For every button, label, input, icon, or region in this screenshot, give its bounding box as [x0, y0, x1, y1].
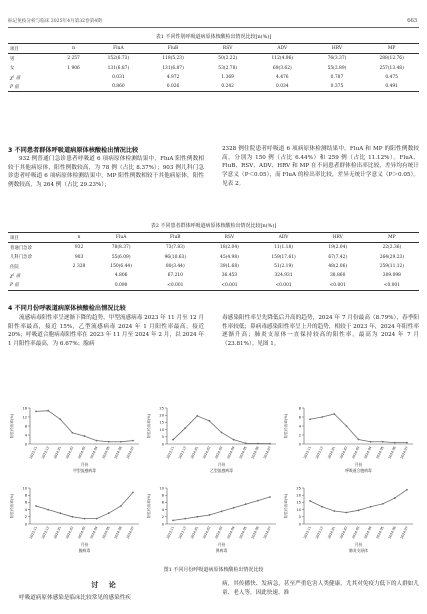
data-point — [233, 507, 235, 509]
table-row — [8, 64, 419, 73]
data-point — [47, 509, 49, 511]
y-tick-label: 2 — [298, 433, 301, 438]
x-axis-label: 月份 — [217, 542, 226, 547]
x-tick-label: 2024.02 — [339, 445, 349, 460]
table-cell: 118(5.23) — [162, 56, 184, 62]
table-cell: 男 — [10, 56, 15, 62]
table-cell — [56, 82, 91, 92]
data-point — [59, 512, 61, 514]
table-cell: 0.491 — [364, 82, 419, 92]
data-point — [406, 442, 408, 444]
data-point — [184, 518, 186, 520]
y-tick-label: 25 — [159, 406, 164, 411]
table-row — [8, 280, 419, 290]
table-cell: 1.369 — [221, 75, 234, 81]
data-point — [257, 443, 259, 445]
table-cell: 152(6.73) — [107, 56, 130, 62]
table2-header: n — [64, 233, 94, 243]
data-point — [333, 510, 335, 512]
data-point — [96, 440, 98, 442]
table-cell: 0.031 — [112, 75, 125, 81]
discussion-title: 讨 论 — [91, 580, 120, 589]
discussion-para-left: 呼吸道病原体感染是临床比较常见的感染性疾 — [19, 595, 131, 601]
table1-header: FluA — [91, 44, 146, 54]
y-tick-label: 4 — [24, 507, 27, 512]
table-cell: 48(2.06) — [328, 264, 348, 270]
table1-header: HRV — [310, 44, 365, 54]
y-tick-label: 20 — [159, 413, 164, 418]
x-tick-label: 2024.07 — [125, 445, 135, 460]
table-cell: 儿科门急诊 — [10, 255, 32, 261]
y-axis-label: 阳性检出率(%) — [10, 493, 14, 519]
y-tick-label: 2 — [24, 515, 27, 520]
x-tick-label: 2024.05 — [238, 445, 248, 460]
x-tick-label: 2023.12 — [40, 525, 51, 540]
series-line — [310, 414, 407, 443]
data-point — [120, 441, 122, 443]
section3-title: 3 不同患者群体呼吸道病原体核酸检出情况比较 — [8, 147, 139, 154]
table-cell: 11(1.18) — [274, 245, 293, 251]
x-tick-label: 2024.04 — [89, 525, 99, 540]
table-row — [8, 243, 419, 253]
table-cell: <0.001 — [257, 280, 311, 290]
y-tick-label: 8 — [24, 493, 27, 498]
table2-header: 项目 — [8, 233, 64, 243]
x-tick-label: 2023.12 — [177, 525, 188, 540]
x-tick-label: 2024.07 — [399, 445, 409, 460]
table-cell: <0.001 — [148, 280, 202, 290]
y-tick-label: 20 — [296, 493, 301, 498]
y-tick-label: 2 — [161, 515, 164, 520]
x-tick-label: 2024.07 — [262, 445, 272, 460]
x-tick-label: 2024.06 — [387, 445, 397, 460]
table-cell: 0.034 — [255, 82, 310, 92]
panel-title: 甲型流感病毒 — [73, 468, 96, 473]
table-cell: 51(2.19) — [274, 264, 293, 270]
section4-para-right: 毒感染阳性率呈先降低后升高的趋势，2024 年 7 月份最高（8.79%），春季阳性率较低；鼻病毒感染阳性率呈上升的趋势，相较于 2023 年，2024 年阳性率逐渐升高；肺炎支原体一直保持较高的阳性率，最高为 2024 年 7 月（23.81%）。见图 1。 — [222, 315, 419, 348]
table-cell: 4.476 — [276, 75, 289, 81]
table2-header: RSV — [202, 233, 256, 243]
panel-title: 乙型流感病毒 — [210, 468, 233, 473]
y-tick-label: 15 — [159, 420, 164, 425]
y-tick-label: 0 — [161, 442, 164, 447]
table-row — [8, 82, 419, 92]
x-tick-label: 2024.03 — [351, 445, 361, 460]
y-tick-label: 10 — [159, 427, 164, 432]
table-cell: 80(3.44) — [165, 264, 185, 270]
x-tick-label: 2024.05 — [375, 445, 385, 460]
table-cell: 19(2.04) — [328, 245, 348, 251]
table1-header: 项目 — [8, 44, 56, 54]
table-cell: 2 328 — [72, 264, 86, 270]
table-cell: 0.787 — [330, 75, 344, 81]
table-cell: 932 — [74, 245, 84, 251]
x-tick-label: 2024.03 — [214, 525, 224, 540]
table-cell: 0.375 — [310, 82, 365, 92]
y-tick-label: 4 — [161, 507, 164, 512]
data-point — [394, 442, 396, 444]
x-tick-label: 2024.07 — [125, 525, 135, 540]
table-cell: 67.210 — [167, 273, 183, 279]
data-point — [196, 516, 198, 518]
x-tick-label: 2023.11 — [28, 445, 38, 460]
table-cell — [64, 280, 94, 290]
x-tick-label: 2024.05 — [101, 445, 111, 460]
table-cell: 150(6.44) — [110, 264, 132, 270]
running-head: 标记免疫分析与临床 2025年4月第32卷第4期 — [8, 19, 102, 24]
table-cell: 0.090 — [94, 280, 148, 290]
x-axis-label: 月份 — [80, 462, 89, 467]
x-tick-label: 2023.11 — [302, 525, 312, 540]
x-tick-label: 2024.01 — [326, 445, 337, 460]
table-cell: 131(6.87) — [107, 65, 130, 71]
table-row — [8, 73, 419, 82]
table-cell: 50(2.22) — [218, 56, 238, 62]
y-axis-label: 阳性检出率(%) — [147, 413, 151, 439]
y-tick-label: 10 — [296, 507, 301, 512]
table-cell: 36.453 — [221, 273, 238, 279]
data-point — [321, 416, 323, 418]
y-tick-label: 0 — [298, 442, 301, 447]
data-point — [321, 506, 323, 508]
table-cell: 女 — [10, 66, 15, 72]
x-axis-label: 月份 — [80, 542, 89, 547]
y-tick-label: 5 — [298, 515, 301, 520]
data-point — [333, 413, 335, 415]
y-tick-label: 12 — [22, 415, 27, 420]
table2-header: FluA — [94, 233, 148, 243]
table-cell: 1 906 — [67, 65, 80, 71]
x-tick-label: 2024.02 — [65, 445, 75, 460]
data-point — [370, 441, 372, 443]
table-cell: 45(4.98) — [220, 254, 239, 260]
table-cell: 53(2.78) — [218, 65, 238, 71]
y-tick-label: 10 — [22, 486, 27, 491]
data-point — [358, 509, 360, 511]
data-point — [233, 439, 235, 441]
data-point — [132, 440, 134, 442]
x-tick-label: 2024.01 — [189, 445, 200, 460]
table-row — [8, 271, 419, 280]
table-cell: 0.475 — [385, 75, 398, 81]
data-point — [71, 516, 73, 518]
data-point — [345, 425, 347, 427]
panel-title: 肺炎支原体 — [349, 548, 368, 553]
x-tick-label: 2024.03 — [351, 525, 361, 540]
data-point — [245, 442, 247, 444]
table-cell: P 值 — [8, 82, 56, 92]
y-axis-label: 阳性检出率(%) — [284, 413, 288, 439]
y-tick-label: 8 — [24, 424, 27, 429]
y-tick-label: 25 — [296, 486, 301, 491]
table-row — [8, 54, 419, 64]
table-cell: 55(6.09) — [111, 254, 131, 260]
table-cell: 4.806 — [114, 273, 128, 279]
y-tick-label: 10 — [159, 486, 164, 491]
x-tick-label: 2024.03 — [77, 525, 87, 540]
table-cell: 78(8.37) — [111, 245, 131, 251]
table-cell: 18(2.04) — [220, 245, 239, 251]
x-tick-label: 2024.04 — [226, 525, 236, 540]
panel-title: 鼻病毒 — [215, 548, 228, 553]
x-tick-label: 2024.01 — [52, 525, 63, 540]
series-line — [173, 497, 270, 520]
table-cell: 903 — [74, 254, 84, 260]
y-tick-label: 0 — [298, 522, 301, 527]
x-tick-label: 2024.04 — [89, 445, 99, 460]
table1-header: n — [56, 44, 91, 54]
data-point — [108, 512, 110, 514]
data-point — [184, 427, 186, 429]
x-tick-label: 2023.12 — [177, 445, 188, 460]
data-point — [269, 496, 271, 498]
x-axis-label: 月份 — [217, 462, 226, 467]
section4-para-left: 流感病毒阳性率呈逐渐下降的趋势，甲型流感病毒 2023 年 11 月至 12 月阳性率最高，接近 15%，乙型流感病毒 2024 年 1 月阳性率最高，接近 20%；呼吸道合胞病毒阳性率在 2023 年 11 月至 2024 年 2 月，以 2024 年 1 月阳性率最高，为 6.67%；腺病 — [8, 315, 204, 348]
y-axis-label: 阳性检出率(%) — [10, 413, 14, 439]
data-point — [257, 500, 259, 502]
data-point — [208, 420, 210, 422]
table-cell: 55(2.89) — [327, 65, 347, 71]
table-cell: χ² 值 — [10, 75, 21, 81]
x-tick-label: 2024.01 — [326, 525, 337, 540]
series-line — [310, 490, 407, 513]
y-tick-label: 6 — [298, 415, 301, 420]
data-point — [208, 514, 210, 516]
table1-header: FluB — [146, 44, 201, 54]
x-tick-label: 2024.02 — [65, 525, 75, 540]
table-cell: 39(1.68) — [220, 264, 239, 270]
table-cell: 2 257 — [67, 56, 80, 62]
table-cell: 131(6.87) — [162, 65, 184, 71]
x-tick-label: 2024.06 — [113, 445, 123, 460]
series-line — [36, 411, 133, 442]
section3-para-left: 932 例普通门急诊患者呼吸道 6 项病原体检测结果中，FluA 阳性例数相较于其他病原体，阳性例数较高，为 78 例（占比 8.37%）；903 例儿科门急诊患者呼吸道 6 项病原体检测结果中，MP 阳性例数相较于其他病原体，阳性例数较高，为 264 例（占比 29.23%）； — [8, 156, 204, 189]
table-cell: 264(29.23) — [379, 254, 405, 260]
data-point — [370, 506, 372, 508]
x-tick-label: 2024.05 — [375, 525, 385, 540]
data-point — [382, 503, 384, 505]
data-point — [406, 489, 408, 491]
data-point — [120, 505, 122, 507]
data-point — [358, 439, 360, 441]
figure1-caption: 图1 不同月份呼吸道病原体核酸检出情况比较 — [163, 567, 264, 573]
table-cell: 0.026 — [146, 82, 201, 92]
panel-title: 呼吸道合胞病毒 — [345, 468, 372, 473]
data-point — [84, 435, 86, 437]
table-cell: 259(11.12) — [379, 264, 405, 270]
table-cell: <0.001 — [365, 280, 419, 290]
table-cell: 159(17.61) — [271, 254, 296, 260]
y-tick-label: 5 — [161, 435, 164, 440]
x-tick-label: 2024.04 — [363, 445, 373, 460]
x-tick-label: 2024.06 — [250, 525, 260, 540]
table-cell: 4.972 — [166, 75, 180, 81]
table-cell: 96(10.63) — [164, 254, 187, 260]
table-cell: P 值 — [8, 280, 64, 290]
table-cell: 普通门急诊 — [10, 245, 32, 251]
page-number: 663 — [407, 17, 417, 24]
x-tick-label: 2024.06 — [113, 525, 123, 540]
x-tick-label: 2024.04 — [363, 525, 373, 540]
table2-header: HRV — [311, 233, 365, 243]
y-axis-label: 阳性检出率(%) — [147, 493, 151, 519]
x-tick-label: 2024.07 — [399, 525, 409, 540]
table1 — [8, 43, 419, 92]
table1-caption: 表1 不同性别呼吸道病原体核酸检出情况比较[n(%)] — [155, 34, 272, 40]
y-tick-label: 15 — [296, 500, 301, 505]
panel-title: 腺病毒 — [78, 548, 91, 553]
data-point — [309, 500, 311, 502]
table-row — [8, 262, 419, 271]
data-point — [172, 520, 174, 522]
table-cell: 69(3.62) — [272, 65, 292, 71]
y-tick-label: 16 — [22, 406, 27, 411]
table-cell: 67(7.42) — [328, 254, 348, 260]
y-tick-label: 0 — [161, 522, 164, 527]
section3-para-right: 2328 例住院患者呼吸道 6 项病原体检测结果中，FluA 和 MP 的阳性例数较高，分别为 150 例（占比 6.44%）和 259 例（占比 11.12%）。FluA、FluB、RSV、ADV、HRV 和 MP 在不同患者群体检出率比较，差异均有统计学意义（P＜0.05），而 FluA 的检出率比较，差异无统计学意义（P＞0.05）。见表 2。 — [222, 146, 419, 187]
x-tick-label: 2023.12 — [314, 525, 325, 540]
data-point — [196, 415, 198, 417]
data-point — [108, 441, 110, 443]
x-tick-label: 2024.05 — [101, 525, 111, 540]
y-tick-label: 6 — [24, 500, 27, 505]
header-rule — [8, 27, 419, 28]
data-point — [172, 439, 174, 441]
x-tick-label: 2024.06 — [250, 445, 260, 460]
table-cell: 288(12.76) — [379, 56, 404, 62]
table-cell: 257(13.48) — [379, 65, 404, 71]
table-cell: <0.001 — [311, 280, 365, 290]
table-cell: 0.242 — [200, 82, 255, 92]
data-point — [382, 441, 384, 443]
table-cell: 76(3.37) — [327, 56, 347, 62]
section4-title: 4 不同月份呼吸道病原体核酸检出情况比较 — [8, 305, 126, 312]
data-point — [84, 518, 86, 520]
table2-header: ADV — [257, 233, 311, 243]
table2-header: MP — [365, 233, 419, 243]
table-cell: 38.860 — [330, 273, 346, 279]
table-cell — [64, 271, 94, 280]
table-row — [8, 253, 419, 262]
y-tick-label: 4 — [298, 424, 301, 429]
data-point — [47, 410, 49, 412]
table-cell: 73(7.83) — [165, 245, 185, 251]
x-axis-label: 月份 — [354, 462, 363, 467]
table-cell: χ² 值 — [10, 273, 21, 279]
data-point — [345, 512, 347, 514]
x-tick-label: 2023.11 — [165, 525, 175, 540]
x-tick-label: 2023.11 — [165, 445, 175, 460]
y-tick-label: 4 — [24, 433, 27, 438]
table2-header: FluB — [148, 233, 202, 243]
table-cell — [56, 73, 91, 82]
x-axis-label: 月份 — [354, 542, 363, 547]
series-line — [173, 416, 270, 444]
x-tick-label: 2024.07 — [262, 525, 272, 540]
table-cell: 309.098 — [382, 273, 401, 279]
y-tick-label: 0 — [24, 442, 27, 447]
data-point — [59, 418, 61, 420]
data-point — [221, 511, 223, 513]
x-tick-label: 2023.12 — [40, 445, 51, 460]
x-tick-label: 2024.02 — [202, 525, 212, 540]
x-tick-label: 2023.11 — [302, 445, 312, 460]
x-tick-label: 2023.11 — [28, 525, 38, 540]
x-tick-label: 2024.02 — [339, 525, 349, 540]
x-tick-label: 2023.12 — [314, 445, 325, 460]
x-tick-label: 2024.06 — [387, 525, 397, 540]
table-cell: 112(4.96) — [271, 56, 294, 62]
data-point — [309, 418, 311, 420]
data-point — [96, 518, 98, 520]
x-tick-label: 2024.03 — [77, 445, 87, 460]
x-tick-label: 2024.01 — [189, 525, 200, 540]
y-tick-label: 6 — [161, 500, 164, 505]
y-tick-label: 0 — [24, 522, 27, 527]
table1-header: RSV — [200, 44, 255, 54]
data-point — [35, 410, 37, 412]
discussion-para-right: 病，其传播快、发病急，甚至严重危害人类健康，尤其对免疫力低下的人群如儿童、老人等，因此快速、准 — [222, 581, 419, 596]
x-tick-label: 2024.04 — [226, 445, 236, 460]
table-cell: 22(2.36) — [382, 245, 402, 251]
data-point — [269, 443, 271, 445]
data-point — [221, 432, 223, 434]
data-point — [245, 503, 247, 505]
table-cell: <0.001 — [202, 280, 256, 290]
table-cell: 住院 — [10, 264, 19, 270]
table1-header: ADV — [255, 44, 310, 54]
table2-caption: 表2 不同患者群体呼吸道病原体核酸检出情况比较[n(%)] — [150, 223, 277, 229]
series-line — [36, 492, 133, 518]
data-point — [132, 491, 134, 493]
table-cell: 324.931 — [274, 273, 293, 279]
x-tick-label: 2024.05 — [238, 525, 248, 540]
y-tick-label: 8 — [298, 406, 301, 411]
table2 — [8, 232, 419, 291]
table-cell: 0.860 — [91, 82, 146, 92]
data-point — [71, 432, 73, 434]
y-tick-label: 8 — [161, 493, 164, 498]
data-point — [394, 497, 396, 499]
x-tick-label: 2024.03 — [214, 445, 224, 460]
x-tick-label: 2024.01 — [52, 445, 63, 460]
table1-header: MP — [364, 44, 419, 54]
data-point — [35, 505, 37, 507]
y-axis-label: 阳性检出率(%) — [284, 493, 288, 519]
x-tick-label: 2024.02 — [202, 445, 212, 460]
